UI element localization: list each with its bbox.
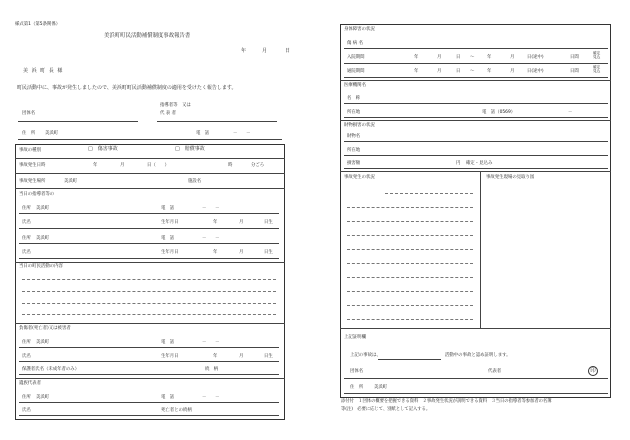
out-month2: 月 — [510, 69, 515, 74]
victim-address-line[interactable] — [19, 347, 279, 348]
out-day1: 日 — [456, 69, 461, 74]
situation-line[interactable] — [347, 235, 473, 236]
out-until: 日(途中) — [527, 69, 544, 74]
victim-birth-year: 年 — [213, 354, 218, 359]
diagnosis-label: 傷 病 名 — [347, 41, 363, 46]
heir-address-value: 美浜町 — [36, 395, 50, 400]
heir-name-line[interactable] — [19, 415, 279, 416]
certification-suffix: 活動中の事故と認め証明します。 — [445, 353, 511, 358]
hospital-tel-dash: － — [568, 110, 573, 115]
hosp-year1: 年 — [414, 55, 419, 60]
reporter-address-value: 美浜町 — [45, 131, 59, 136]
activity-name-line[interactable] — [378, 359, 441, 360]
heir-relation-label: 死亡者との続柄 — [161, 408, 192, 413]
diagnosis-line[interactable] — [344, 48, 608, 49]
heir-address-line[interactable] — [19, 402, 279, 403]
reporter-address-label: 住 所 — [22, 131, 36, 136]
activity-line[interactable] — [22, 279, 276, 280]
leader2-name-label: 氏名 — [22, 250, 31, 255]
cert-address-line[interactable] — [344, 393, 608, 394]
hospital-tel-label: 電 話（0569） — [482, 110, 516, 115]
heir-tel-label: 電 話 — [161, 395, 175, 400]
out-year2: 年 — [487, 69, 492, 74]
leader2-birth-day: 日生 — [264, 250, 273, 255]
out-tilde: ～ — [470, 69, 475, 74]
victim-birth-day: 日生 — [264, 354, 273, 359]
representative-label: 代 表 者 — [160, 111, 176, 116]
date-day: 日 — [285, 48, 291, 54]
group-name-line[interactable] — [18, 121, 138, 122]
leader2-address-label: 住所 — [22, 236, 31, 241]
damage-amount-label: 損害額 — [347, 161, 361, 166]
leader1-tel-dash: － － — [202, 206, 220, 211]
cert-group-line[interactable] — [344, 378, 608, 379]
leader2-birth-year: 年 — [213, 250, 218, 255]
situation-header: 事故発生の状況 — [344, 175, 375, 180]
hosp-month2: 月 — [510, 55, 515, 60]
hosp-month1: 月 — [437, 55, 442, 60]
out-month1: 月 — [437, 69, 442, 74]
leader1-birth-label: 生年月日 — [161, 220, 179, 225]
hosp-year2: 年 — [487, 55, 492, 60]
property-location-line[interactable] — [344, 155, 608, 156]
leader2-address-line[interactable] — [19, 243, 279, 244]
place-label: 事故発生場所 — [19, 179, 46, 184]
hospital-location-line[interactable] — [344, 117, 608, 118]
datetime-label: 事故発生日時 — [19, 163, 46, 168]
victim-tel-dash: － － — [202, 340, 220, 345]
datetime-hour: 時 — [228, 163, 233, 168]
situation-line[interactable] — [347, 277, 473, 278]
diagram-area[interactable] — [484, 186, 608, 324]
intro-text: 町民活動中に、事故が発生しましたので、美浜町町民活動補償制度の適用を受けたく報告します。 — [17, 85, 237, 91]
damage-amount-unit: 円 — [456, 161, 461, 166]
addressee: 美 浜 町 長 様 — [23, 68, 64, 74]
victim-address-label: 住所 — [22, 340, 31, 345]
representative-line[interactable] — [157, 121, 277, 122]
notes-line-2: 等(注) 必要に応じて、別紙として記入する。 — [341, 407, 431, 412]
victim-name-line[interactable] — [19, 361, 279, 362]
cert-address-label: 住 所 — [350, 385, 364, 390]
seal-mark: 印 — [588, 366, 598, 376]
activity-line[interactable] — [22, 291, 276, 292]
reporter-address-line[interactable] — [18, 139, 282, 140]
damage-status[interactable]: 確定・見込み — [466, 161, 493, 166]
liability-accident-checkbox[interactable]: □ 賠償事故 — [175, 146, 205, 152]
victim-header: 負傷者(死亡者)又は被害者 — [19, 326, 71, 331]
hospital-location-label: 所在地 — [347, 110, 361, 115]
hospital-name-label: 名 称 — [347, 96, 361, 101]
hosp-line[interactable] — [344, 63, 608, 64]
hosp-until: 日(途中) — [527, 55, 544, 60]
certification-header: 上記証明欄 — [344, 335, 366, 340]
property-item-label: 財物名 — [347, 134, 361, 139]
leader1-address-label: 住所 — [22, 206, 31, 211]
situation-line[interactable] — [347, 263, 473, 264]
situation-line[interactable] — [347, 291, 473, 292]
out-status[interactable]: 確定 見込 — [593, 65, 601, 73]
notes-line-1: 添付付 １団体の概要を把握できる資料 ２事故発生状況が説明できる資料 ３当日の指導者等参加者の名簿 — [341, 399, 552, 404]
guardian-line[interactable] — [19, 374, 279, 375]
form-number: 様式第1（第5条関係） — [15, 22, 61, 27]
outpatient-line[interactable] — [344, 77, 608, 78]
cert-address-value: 美浜町 — [374, 385, 388, 390]
leader-label: 指導者等 又は — [160, 103, 191, 108]
hosp-label: 入院期間 — [347, 55, 365, 60]
datetime-year: 年 — [93, 163, 98, 168]
leader2-address-value: 美浜町 — [36, 236, 50, 241]
situation-line[interactable] — [347, 207, 473, 208]
property-item-line[interactable] — [344, 141, 608, 142]
damage-amount-line[interactable] — [344, 168, 608, 169]
hosp-tilde: ～ — [470, 55, 475, 60]
hosp-status[interactable]: 確定 見込 — [593, 51, 601, 59]
reporter-tel-dash: － － — [233, 131, 251, 136]
facility-label: 施設名 — [188, 179, 202, 184]
heir-address-label: 住所 — [22, 395, 31, 400]
situation-line[interactable] — [347, 249, 473, 250]
property-header: 財物損害の状況 — [344, 123, 375, 128]
leader2-birth-month: 月 — [239, 250, 244, 255]
victim-birth-month: 月 — [239, 354, 244, 359]
situation-line[interactable] — [347, 319, 473, 320]
leader1-tel-label: 電 話 — [161, 206, 175, 211]
hospital-name-line[interactable] — [344, 103, 608, 104]
guardian-relation-label: 続 柄 — [205, 367, 219, 372]
property-location-label: 所在地 — [347, 148, 361, 153]
activity-line[interactable] — [22, 314, 276, 315]
situation-line[interactable] — [347, 221, 473, 222]
place-value: 美浜町 — [64, 179, 78, 184]
victim-address-value: 美浜町 — [36, 340, 50, 345]
hosp-count: 日間 — [570, 55, 579, 60]
guardian-label: 保護者氏名（未成年者のみ） — [22, 367, 80, 372]
leader2-tel-label: 電 話 — [161, 236, 175, 241]
datetime-month: 月 — [120, 163, 125, 168]
group-name-label: 団体名 — [22, 111, 36, 116]
situation-line[interactable] — [347, 305, 473, 306]
injury-accident-checkbox[interactable]: □ 傷害事故 — [88, 146, 118, 152]
diagram-header: 事故発生現場の見取り図 — [486, 175, 535, 180]
out-year1: 年 — [414, 69, 419, 74]
heir-tel-dash: － － — [202, 395, 220, 400]
leader1-address-line[interactable] — [19, 213, 279, 214]
injury-header: 身体障害の状況 — [344, 27, 375, 32]
cert-group-label: 団体名 — [350, 369, 364, 374]
leader1-birth-day: 日生 — [264, 220, 273, 225]
leader1-address-value: 美浜町 — [36, 206, 50, 211]
leader1-birth-year: 年 — [213, 220, 218, 225]
page-title: 美浜町町民活動補償制度事故報告書 — [104, 33, 191, 39]
heir-header: 遺族代表者 — [19, 381, 41, 386]
reporter-tel-label: 電 話 — [196, 131, 210, 136]
leader1-name-label: 氏名 — [22, 220, 31, 225]
victim-tel-label: 電 話 — [161, 340, 175, 345]
date-year: 年 — [241, 48, 247, 54]
date-month: 月 — [262, 48, 268, 54]
leader1-birth-month: 月 — [239, 220, 244, 225]
victim-name-label: 氏名 — [22, 354, 31, 359]
leader2-name-line[interactable] — [19, 258, 279, 259]
certification-prefix: 上記の事故は、 — [350, 353, 381, 358]
hosp-day1: 日 — [456, 55, 461, 60]
leaders-header: 当日の指導者等の — [19, 192, 55, 197]
outpatient-label: 通院期間 — [347, 69, 365, 74]
activity-header: 当日の町民活動の内容 — [19, 264, 63, 269]
datetime-minute: 分ごろ — [251, 163, 265, 168]
heir-name-label: 氏名 — [22, 408, 31, 413]
leader2-birth-label: 生年月日 — [161, 250, 179, 255]
out-count: 日間 — [570, 69, 579, 74]
accident-type-label: 事故の種別 — [19, 148, 41, 153]
hospital-header: 医療機関名 — [344, 83, 366, 88]
leader1-name-line[interactable] — [19, 228, 279, 229]
datetime-day: 日（ ） — [147, 163, 169, 168]
leader2-tel-dash: － － — [202, 236, 220, 241]
activity-line[interactable] — [22, 303, 276, 304]
situation-line[interactable] — [385, 193, 473, 194]
victim-birth-label: 生年月日 — [161, 354, 179, 359]
cert-rep-label: 代表者 — [488, 369, 502, 374]
